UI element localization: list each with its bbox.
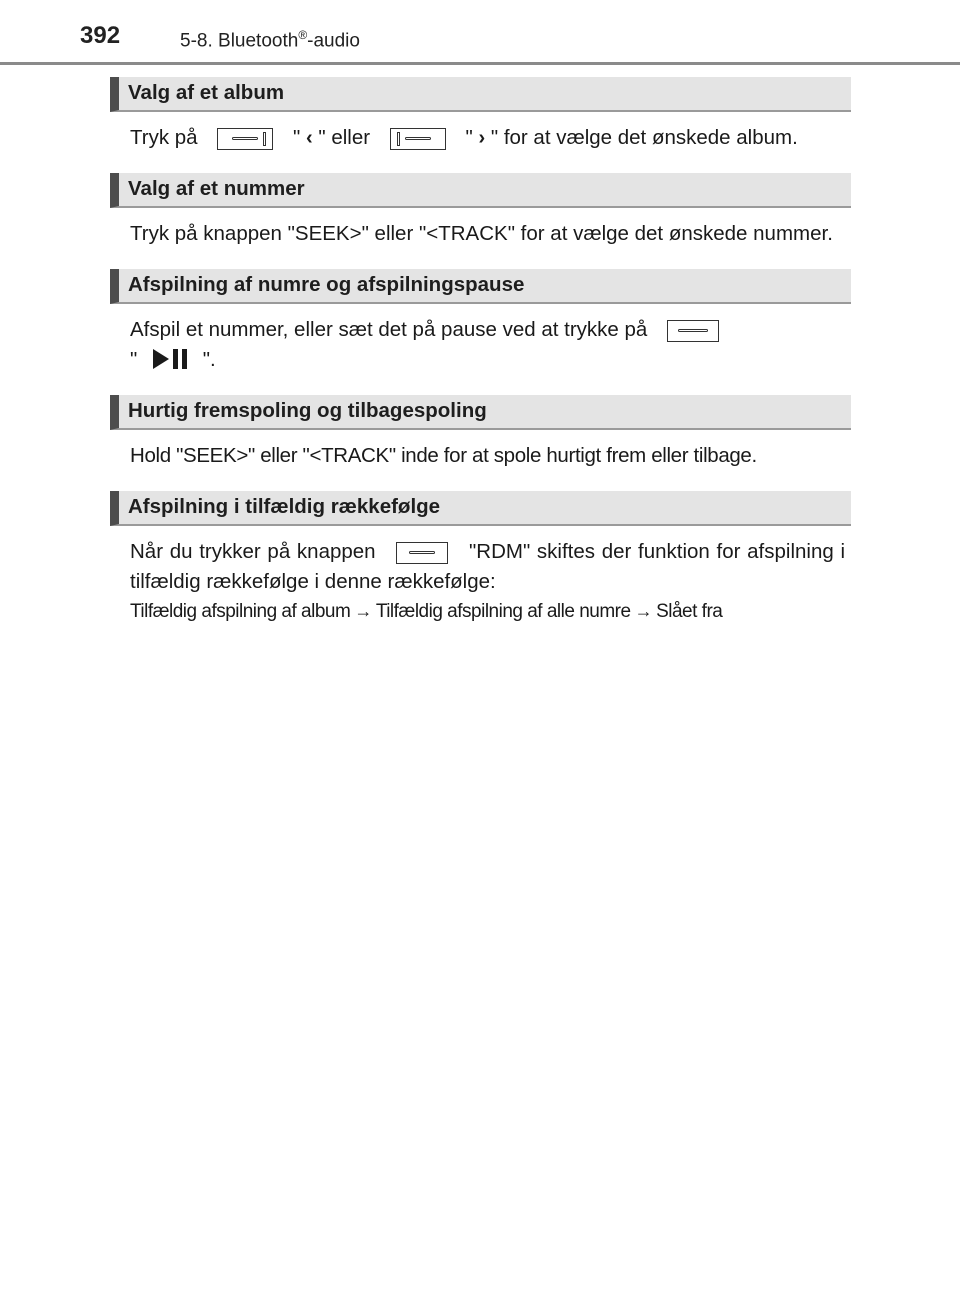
registered-mark: ® [298, 28, 308, 42]
sequence-item-1: Tilfældig afspilning af album [130, 601, 351, 622]
heading-album: Valg af et album [110, 77, 851, 112]
play-pause-icon [151, 348, 189, 370]
quote: " [130, 348, 138, 371]
folder-up-button-icon [390, 128, 446, 150]
rdm-button-icon [396, 542, 448, 564]
album-text-1: Tryk på [130, 126, 198, 149]
heading-fast-forward: Hurtig fremspoling og tilbagespoling [110, 395, 851, 430]
album-text-3: " for at vælge det ønskede album. [490, 126, 798, 149]
arrow-right-icon: → [354, 601, 372, 621]
random-sequence [130, 597, 845, 626]
chevron-left-icon: ‹ [305, 127, 313, 149]
paragraph-random [130, 537, 845, 597]
folder-down-button-icon [217, 128, 273, 150]
heading-play-pause: Afspilning af numre og afspilningspause [110, 269, 851, 304]
heading-random: Afspilning i tilfældig rækkefølge [110, 491, 851, 526]
section-title-text: 5-8. Bluetooth [180, 30, 299, 52]
paragraph-fast-forward: Hold "SEEK>" eller "<TRACK" inde for at spole hurtigt frem eller tilbage. [130, 444, 757, 467]
arrow-right-icon: → [634, 601, 653, 621]
paragraph-track: Tryk på knappen "SEEK>" eller "<TRACK" for at vælge det ønskede nummer. [130, 222, 833, 245]
page-number: 392 [80, 22, 121, 49]
chevron-right-icon: › [478, 127, 486, 149]
sequence-item-2: Tilfældig afspilning af alle numre [375, 601, 631, 622]
random-text-2: "RDM" skiftes der funktion for afspilning i tilfældig rækkefølge i denne rækkefølge: [130, 540, 846, 593]
quote: " [293, 126, 301, 149]
page-header [0, 0, 960, 65]
paragraph-album [130, 123, 845, 153]
paragraph-play-pause [130, 315, 845, 375]
random-text-1: Når du trykker på knappen [130, 540, 376, 563]
heading-track: Valg af et nummer [110, 173, 851, 208]
section-title [180, 28, 360, 52]
sequence-item-3: Slået fra [656, 601, 723, 622]
section-title-suffix: -audio [307, 30, 360, 52]
play-pause-button-icon [667, 320, 719, 342]
play-text-2: ". [202, 348, 216, 371]
album-text-2: " eller [318, 126, 371, 149]
play-text-1: Afspil et nummer, eller sæt det på pause ved at trykke på [130, 318, 648, 341]
quote: " [465, 126, 473, 149]
page-content [110, 77, 851, 626]
